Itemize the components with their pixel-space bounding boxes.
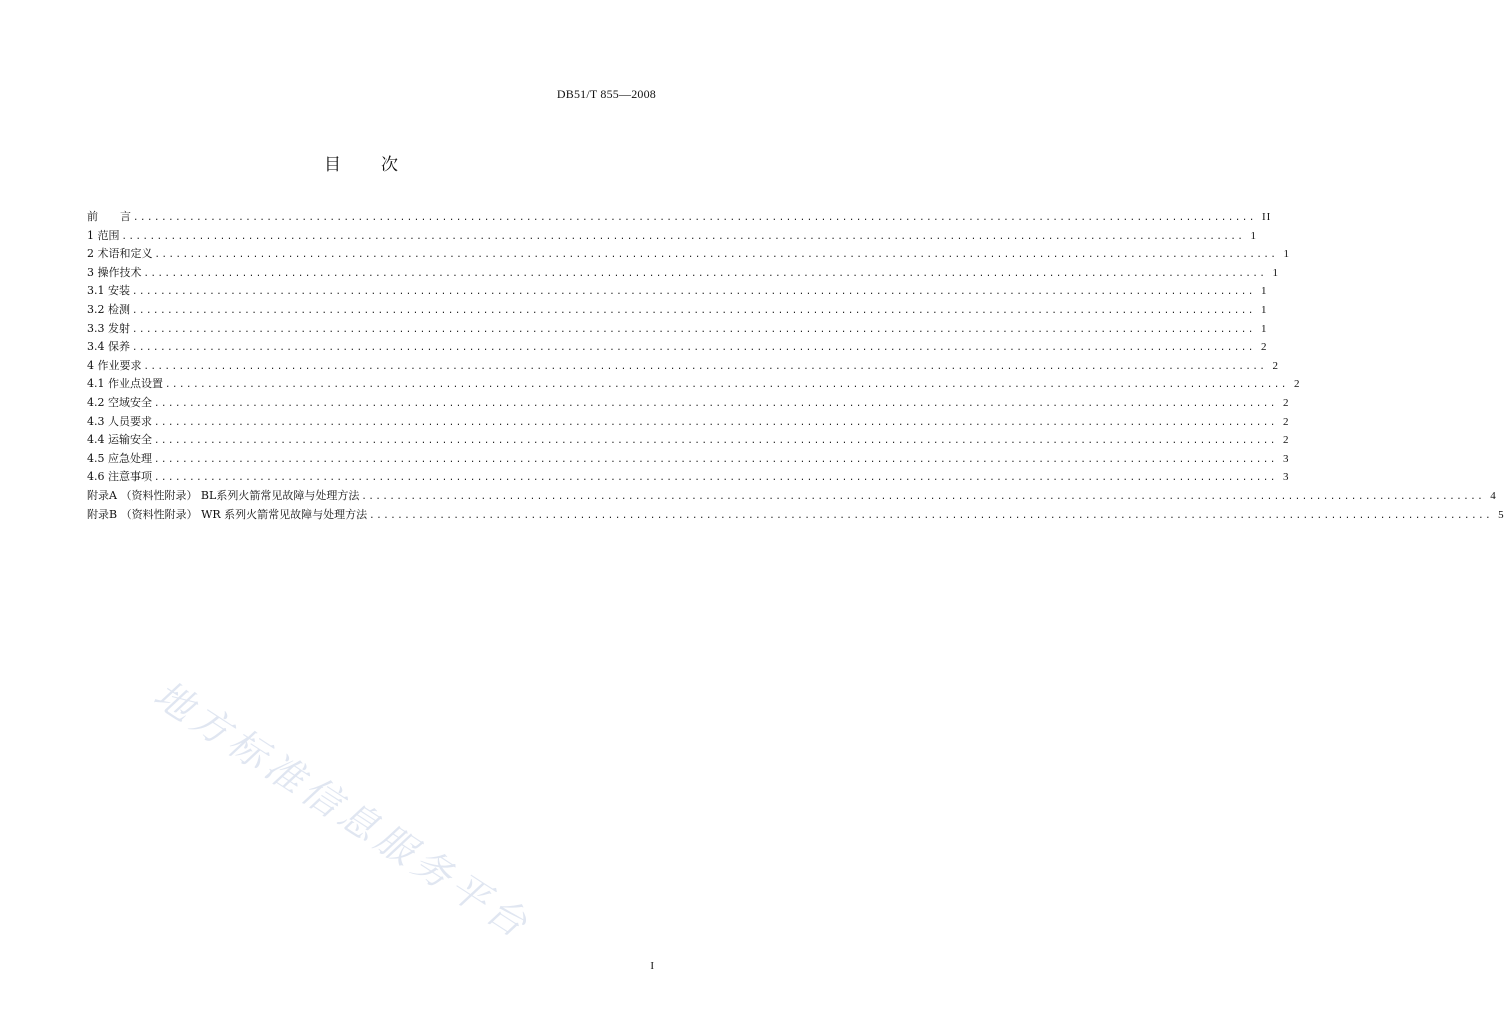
dot-leader: ................................................................................................................................................................ [165,380,1288,391]
toc-entry-page: 5 [1498,508,1505,521]
toc-entry-label: 3.4 保养 [87,340,130,354]
toc-entry-page: 2 [1282,434,1290,447]
document-code: DB51/T 855—2008 [556,87,656,101]
dot-leader: ................................................................................................................................................................ [133,213,1256,223]
dot-leader: ................................................................................................................................................................ [132,324,1255,335]
toc-entry-3-1[interactable] [87,282,1268,301]
toc-entry-label: 3.1 安装 [87,284,130,298]
toc-entry-label: 4.4 运输安全 [87,433,152,447]
toc-entry-page: 3 [1282,471,1290,484]
toc-entry-label: 3.3 发射 [87,321,130,335]
toc-entry-4-5[interactable] [87,450,1290,469]
dot-leader: ................................................................................................................................................................ [132,287,1255,298]
toc-entry-page: 2 [1282,396,1290,409]
toc-entry-page: 2 [1260,341,1268,354]
dot-leader: ................................................................................................................................................................ [154,436,1277,447]
dot-leader: ................................................................................................................................................................ [143,268,1267,279]
toc-entry-page: 1 [1283,248,1290,261]
dot-leader: ................................................................................................................................................................ [154,398,1277,409]
toc-entry-label: 1 范围 [87,228,120,242]
toc-entry-3[interactable] [87,264,1279,283]
toc-entry-4-4[interactable] [87,431,1290,450]
toc-entry-label: 4.5 应急处理 [87,451,152,465]
dot-leader: ................................................................................................................................................................ [132,343,1255,354]
toc-entry-label: 附录B （资料性附录） WR 系列火箭常见故障与处理方法 [87,507,368,521]
toc-entry-4[interactable] [87,357,1279,376]
toc-entry-1[interactable] [87,227,1257,246]
toc-entry-label: 2 术语和定义 [87,247,153,261]
toc-entry-appendix-b[interactable] [87,506,1505,525]
toc-entry-page: II [1261,211,1272,223]
toc-entry-page: 2 [1272,359,1279,372]
toc-entry-3-3[interactable] [87,320,1268,339]
dot-leader: ................................................................................................................................................................ [143,361,1267,372]
toc-entry-page: 2 [1293,378,1301,391]
toc-entry-label: 4 作业要求 [87,358,142,372]
toc-entry-4-6[interactable] [87,468,1290,487]
toc-entry-4-1[interactable] [87,375,1301,394]
dot-leader: ................................................................................................................................................................ [154,473,1277,484]
toc-entry-label: 4.1 作业点设置 [87,377,163,391]
page-number: I [650,960,654,972]
toc-entry-label: 3 操作技术 [87,265,142,279]
toc-entry-page: 1 [1260,303,1268,316]
dot-leader: ................................................................................................................................................................ [361,491,1485,502]
dot-leader: ................................................................................................................................................................ [154,417,1277,428]
toc-entry-label: 附录A （资料性附录） BL系列火箭常见故障与处理方法 [87,488,360,502]
dot-leader: ................................................................................................................................................................ [154,250,1278,261]
toc-entry-page: 4 [1490,489,1497,502]
toc-entry-page: 3 [1282,452,1290,465]
toc-entry-page: 1 [1260,285,1268,298]
page-title: 目 次 [324,155,400,175]
toc-entry-label: 4.3 人员要求 [87,414,152,428]
toc-entry-3-4[interactable] [87,338,1268,357]
toc-entry-label: 4.6 注意事项 [87,470,152,484]
toc-entry-appendix-a[interactable] [87,487,1497,506]
toc-entry-page: 1 [1250,229,1257,242]
toc-entry-3-2[interactable] [87,301,1268,320]
toc-entry-label: 4.2 空域安全 [87,395,152,409]
dot-leader: ................................................................................................................................................................ [369,510,1493,521]
toc-entry-4-2[interactable] [87,394,1290,413]
toc-entry-2[interactable] [87,245,1290,264]
dot-leader: ................................................................................................................................................................ [121,231,1245,242]
dot-leader: ................................................................................................................................................................ [132,305,1255,316]
toc-entry-page: 2 [1282,415,1290,428]
table-of-contents [87,208,1505,524]
toc-entry-4-3[interactable] [87,413,1290,432]
toc-entry-foreword[interactable] [87,208,1272,227]
toc-entry-label: 3.2 检测 [87,302,130,316]
toc-entry-label: 前 言 [87,210,131,223]
dot-leader: ................................................................................................................................................................ [154,454,1277,465]
toc-entry-page: 1 [1272,266,1279,279]
toc-entry-page: 1 [1260,322,1268,335]
watermark-text: 地方标准信息服务平台 [146,671,540,949]
